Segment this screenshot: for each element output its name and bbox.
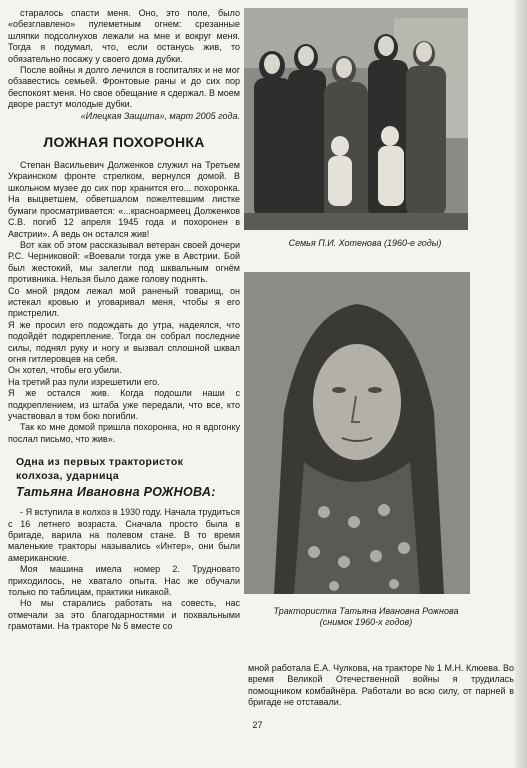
section2-title-line-1: Одна из первых трактористок (16, 456, 184, 469)
section2-name: Татьяна Ивановна РОЖНОВА: (16, 485, 216, 500)
page-number: 27 (252, 720, 263, 730)
section1-paragraph-8: Так ко мне домой пришла похоронка, но я вдогонку послал письмо, что жив». (8, 422, 240, 444)
right-bottom-paragraph: мной работала Е.А. Чулкова, на тракторе № 1 М.Н. Клюева. Во время Великой Отечественной войны я трудилась помощником комбайнёра. Работали во всю силу, от парней в бригаде не отставали. (248, 663, 514, 708)
scan-edge-shadow (515, 0, 527, 768)
portrait-photo-caption (256, 606, 476, 628)
family-photo-image (244, 8, 468, 230)
portrait-photo (244, 272, 470, 594)
section2-paragraph-3: Но мы старались работать на совесть, нас отмечали за это благодарностями и похвальными грамотами. На тракторе № 5 вместе со (8, 598, 240, 632)
section1-paragraph-6: На третий раз пули изрешетили его. (8, 376, 160, 387)
section2-title (16, 455, 240, 483)
section1-paragraph-5: Он хотел, чтобы его убили. (8, 365, 122, 376)
section1-paragraph-1: Степан Васильевич Долженков служил на Третьем Украинском фронте стрелком, вернулся домой. В школьном музее до сих пор хранится его... похоронка. На выцветшем, обветшалом пожелтевшим листке бумаги просматривается: «...красноармеец Долженков С.В. погиб 12 апреля 1945 года и похоронен в Австрии». А ведь он остался жив! (8, 160, 240, 239)
section2-paragraph-1: - Я вступила в колхоз в 1930 году. Начала трудиться с 16 летнего возраста. Сначала просто была в бригаде, варила на полевом стане. В то время маленькие тракторы назывались «Интер», они были американские. (8, 507, 240, 563)
section1-paragraph-3: Со мной рядом лежал мой раненый товарищ, он истекал кровью и уговаривал меня, чтобы я его пристрелил. (8, 285, 240, 319)
section1-paragraph-2: Вот как об этом рассказывал ветеран своей дочери Р.С. Черниковой: «Воевали тогда уже в Австрии. Бой был жестокий, мы залегли под шквальным огнём противника. Нельзя было даже голову поднять. (8, 239, 240, 285)
portrait-caption-line-1: Трактористка Татьяна Ивановна Рожнова (273, 606, 459, 616)
right-column-bottom (248, 663, 514, 709)
section1-paragraph-4: Я же просил его подождать до утра, надеялся, что подойдёт подкрепление. Тогда он собрал последние силы, поднял руку и ногу и вызвал сплошной шквал огня гитлеровцев на себя. (8, 319, 240, 364)
portrait-photo-image (244, 272, 470, 594)
section2-paragraph-2: Моя машина имела номер 2. Трудновато приходилось, не хватало опыта. Нас же обучали только по таблицам, практики никакой. (8, 564, 240, 598)
intro-source: «Илецкая Защита», март 2005 года. (80, 110, 240, 121)
family-photo (244, 8, 468, 230)
intro-paragraph-2: После войны я долго лечился в госпиталях и не мог обзавестись семьей. Фронтовые раны и до сих пор беспокоят меня. Но свое обещание я сдержал. В моем дворе растут молодые дубки. (8, 65, 240, 110)
section1-paragraph-7: Я же остался жив. Когда подошли наши с подкреплением, из штаба уже передали, что все, кто участвовал в том бою погибли. (8, 388, 240, 421)
left-column (8, 8, 240, 633)
section-title-false-funeral: ЛОЖНАЯ ПОХОРОНКА (43, 134, 205, 151)
portrait-caption-line-2: (снимок 1960-х годов) (319, 617, 413, 627)
intro-paragraph-1: старалось спасти меня. Оно, это поле, было «обезглавлено» пулеметным огнем: срезанные шляпки подсолнухов лежали на мне и вокруг меня. Тогда я подумал, что, если останусь жив, то обязательно посажу у своего дома дубки. (8, 8, 240, 64)
family-photo-caption: Семья П.И. Хотенова (1960-е годы) (288, 238, 442, 248)
section2-title-line-2: колхоза, ударница (16, 470, 120, 483)
